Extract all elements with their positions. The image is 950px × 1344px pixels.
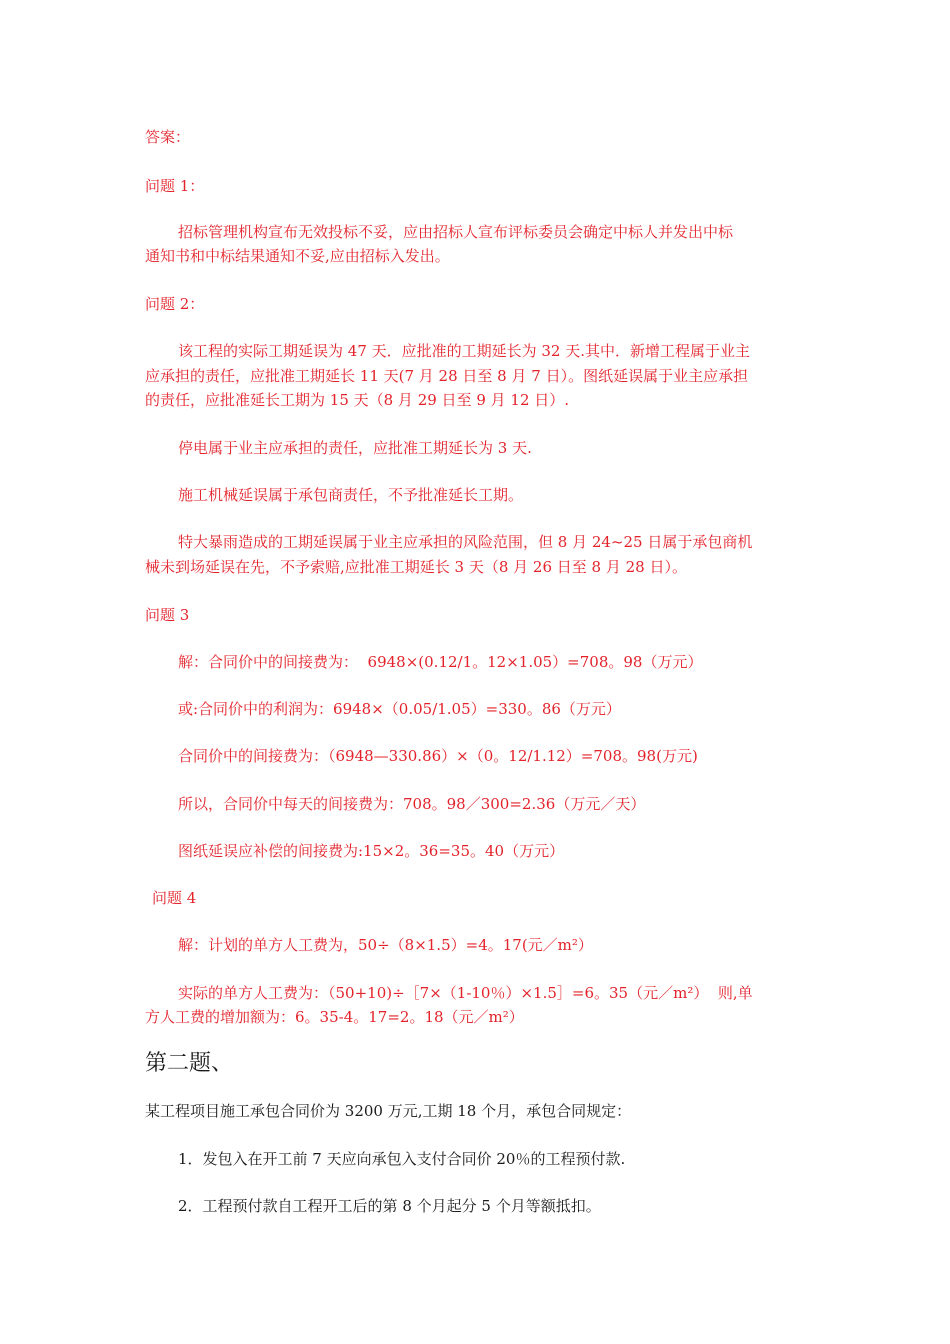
q4-line2-part1: 实际的单方人工费为：（50+10)÷［7×（1-10％）×1.5］=6。35（元／m²） 则,单 <box>178 984 753 1002</box>
q2-p1-line2: 应承担的责任，应批准工期延长 11 天(7 月 28 日至 8 月 7 日）。图纸延误属于业主应承担 <box>145 367 749 385</box>
section2-intro: 某工程项目施工承包合同价为 3200 万元,工期 18 个月，承包合同规定： <box>145 1102 632 1120</box>
q1-paragraph-line1: 招标管理机构宣布无效投标不妥，应由招标人宣布评标委员会确定中标人并发出中标 <box>178 223 734 241</box>
q3-line2: 或:合同价中的利润为：6948×（0.05/1.05）=330。86（万元） <box>178 700 621 718</box>
answer-heading: 答案： <box>145 128 191 146</box>
q2-p4-line1: 特大暴雨造成的工期延误属于业主应承担的风险范围，但 8 月 24~25 日属于承包商机 <box>178 533 753 551</box>
q2-p2: 停电属于业主应承担的责任，应批准工期延长为 3 天. <box>178 439 532 457</box>
q3-line3: 合同价中的间接费为：（6948—330.86）×（0。12/1.12）=708。98(万元) <box>178 747 698 765</box>
q2-p1-line1: 该工程的实际工期延误为 47 天．应批准的工期延长为 32 天.其中．新增工程属于业主 <box>178 342 751 360</box>
section2-item2: 2．工程预付款自工程开工后的第 8 个月起分 5 个月等额抵扣。 <box>178 1197 601 1215</box>
q2-label: 问题 2： <box>145 295 205 313</box>
q4-label: 问题 4 <box>152 889 197 907</box>
section2-heading: 第二题、 <box>145 1051 234 1076</box>
q3-line5: 图纸延误应补偿的间接费为:15×2。36=35。40（万元） <box>178 842 565 860</box>
q3-label: 问题 3 <box>145 606 190 624</box>
q2-p1-line3: 的责任，应批准延长工期为 15 天（8 月 29 日至 9 月 12 日）. <box>145 391 570 409</box>
q1-label: 问题 1： <box>145 177 205 195</box>
q4-line2-part2: 方人工费的增加额为：6。35-4。17=2。18（元／m²） <box>145 1008 524 1026</box>
section2-item1: 1．发包入在开工前 7 天应向承包入支付合同价 20％的工程预付款. <box>178 1150 626 1168</box>
q3-line1: 解：合同价中的间接费为： 6948×(0.12/1。12×1.05）=708。98（万元） <box>178 653 703 671</box>
q1-paragraph-line2: 通知书和中标结果通知不妥,应由招标入发出。 <box>145 247 450 265</box>
q3-line4: 所以，合同价中每天的间接费为：708。98／300=2.36（万元／天） <box>178 795 646 813</box>
q2-p4-line2: 械未到场延误在先，不予索赔,应批准工期延长 3 天（8 月 26 日至 8 月 28 日）。 <box>145 558 687 576</box>
q4-line1: 解：计划的单方人工费为，50÷（8×1.5）=4。17(元／m²） <box>178 936 593 954</box>
q2-p3: 施工机械延误属于承包商责任，不予批准延长工期。 <box>178 486 524 504</box>
